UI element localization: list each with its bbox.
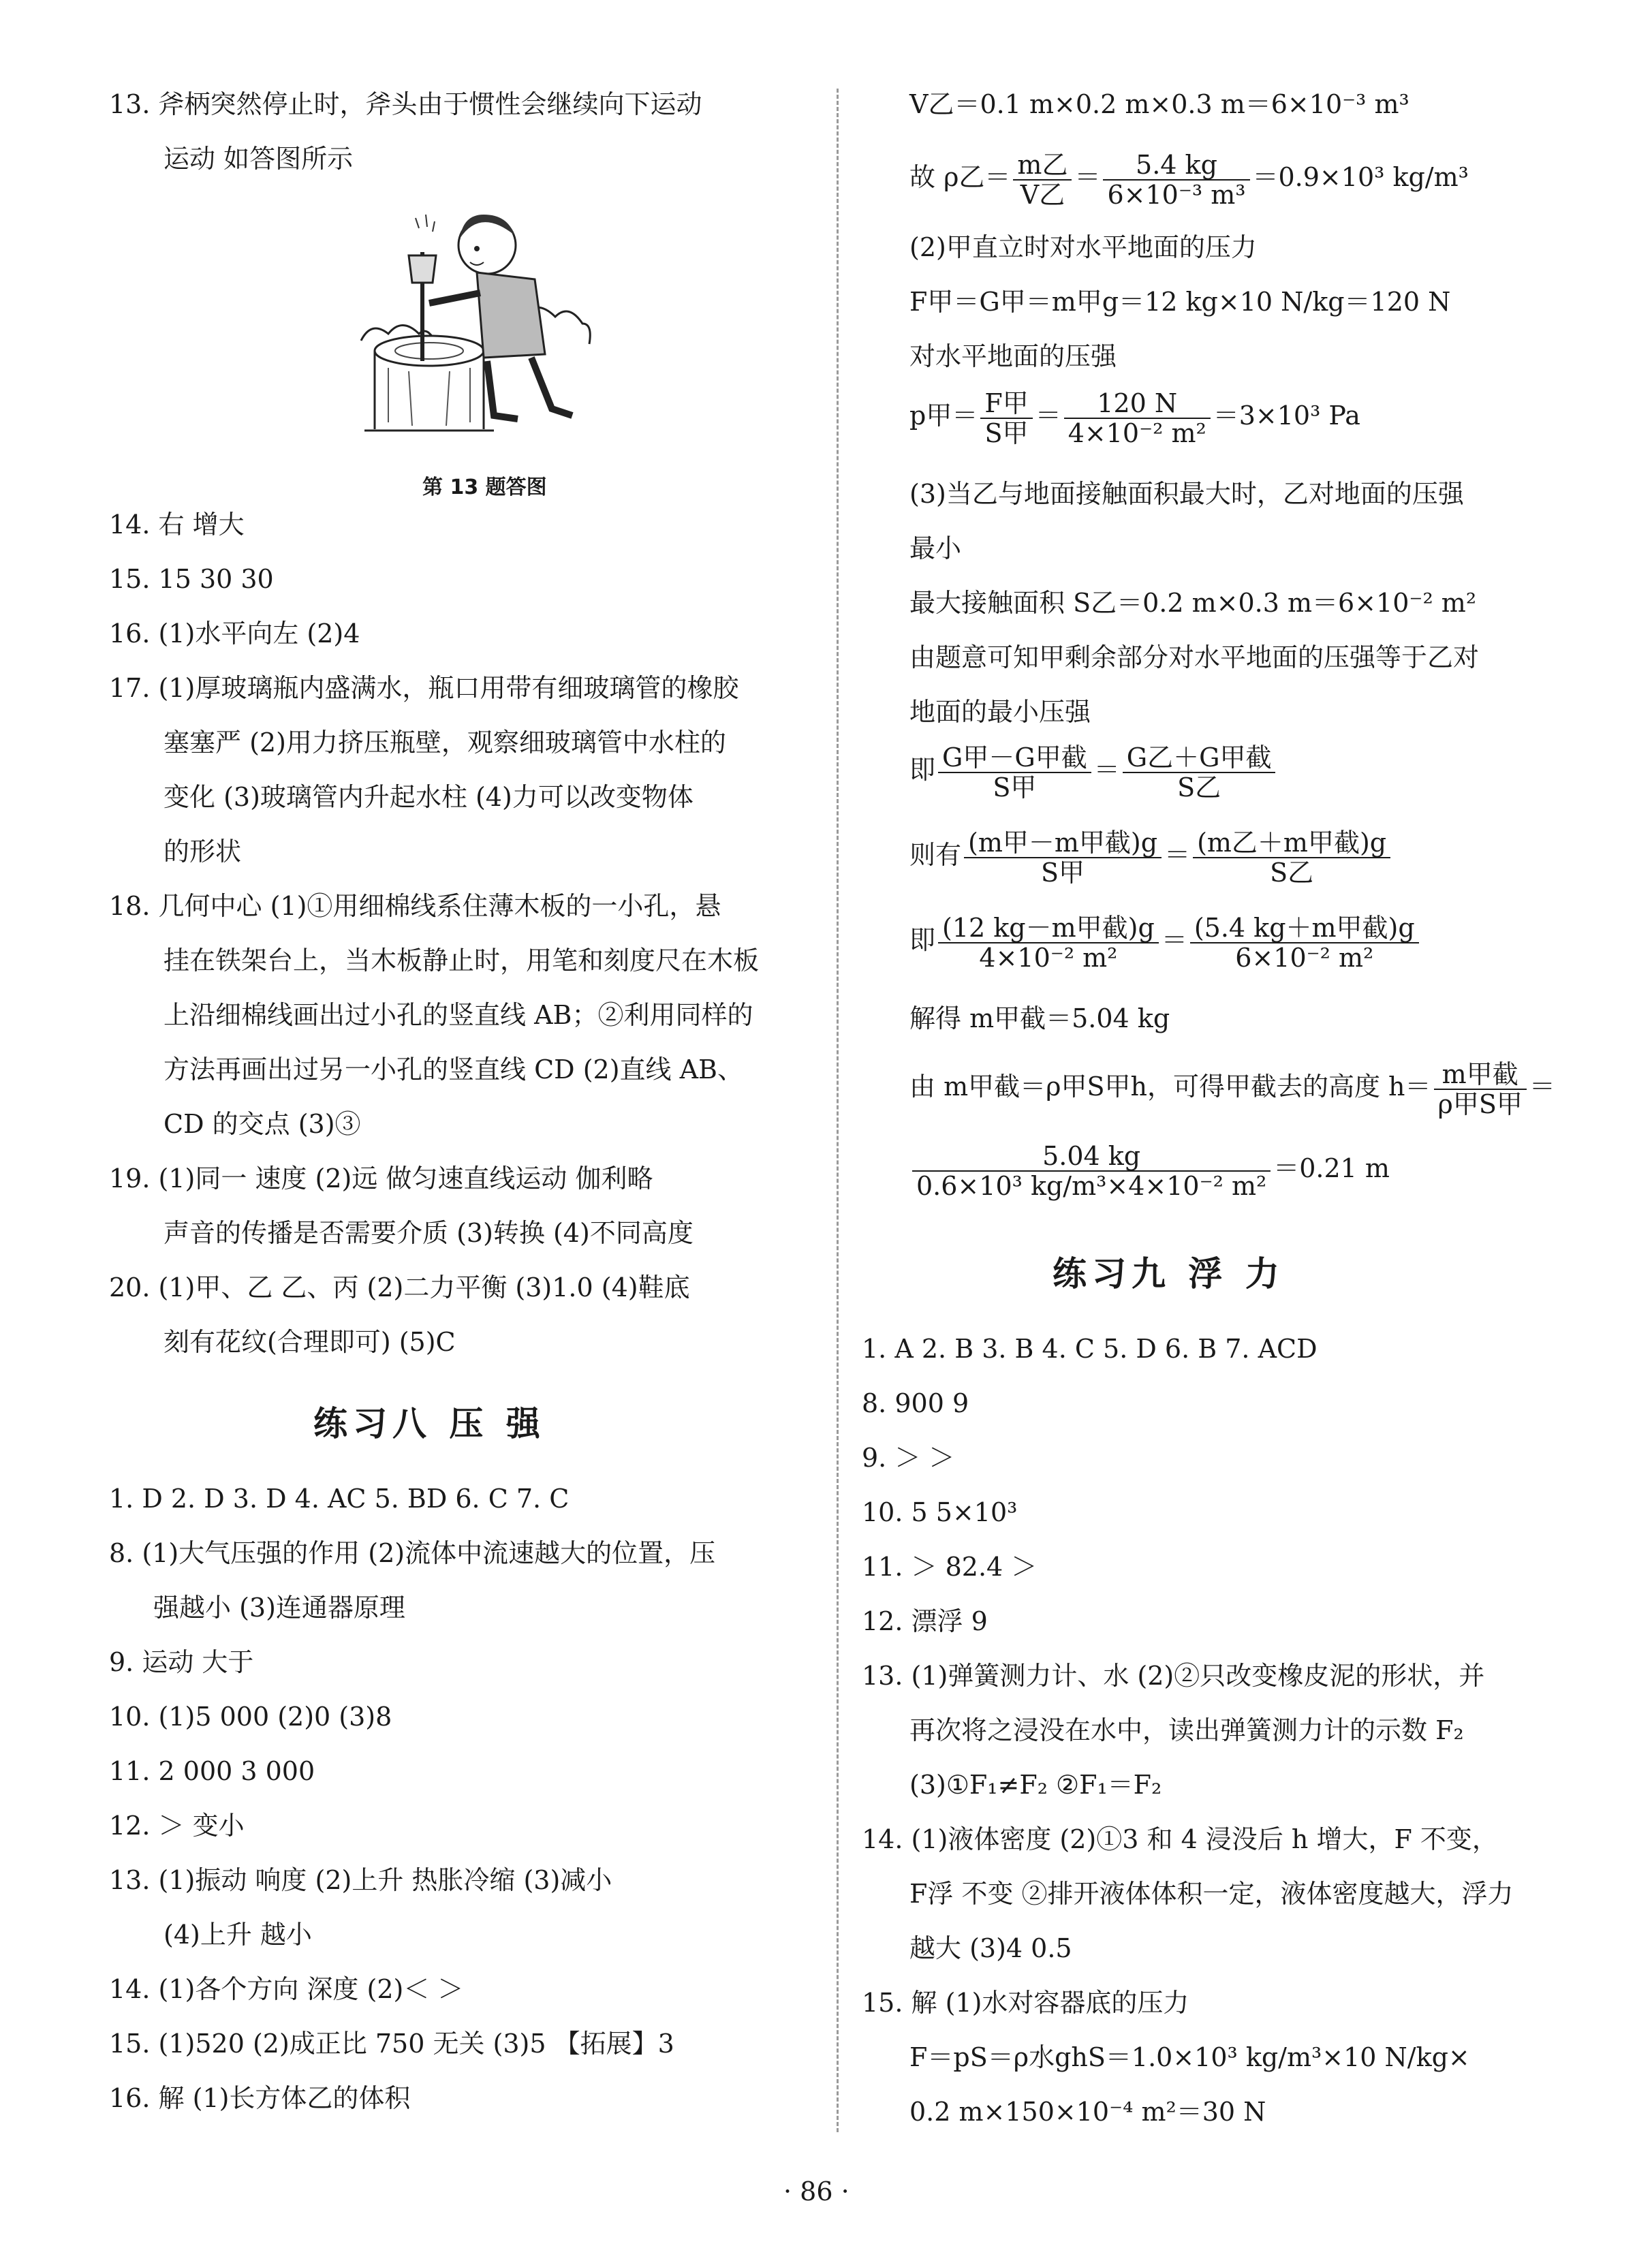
figure-caption: 第 13 题答图 (422, 475, 547, 499)
answer-13-line1: 13. 斧柄突然停止时，斧头由于惯性会继续向下运动 (109, 89, 702, 119)
answer-19-line1: 19. (1)同一 速度 (2)远 做匀速直线运动 伽利略 (109, 1164, 653, 1193)
pressure-fraction-1: $\frac{\text{F甲}}{\text{S甲}}$ (980, 389, 1032, 448)
ex9-answer-15-line2: F＝pS＝ρ水ghS＝1.0×10³ kg/m³×10 N/kg× (909, 2042, 1470, 2072)
section-title-exercise-8: 练习八 压 强 (313, 1404, 546, 1443)
ex9-answer-15-line1: 15. 解 (1)水对容器底的压力 (862, 1988, 1189, 2018)
solution-pressure-heading: 对水平地面的压强 (909, 341, 1117, 371)
ex9-answer-10: 10. 5 5×10³ (862, 1497, 1018, 1527)
ex9-answer-8: 8. 900 9 (862, 1388, 969, 1418)
ex8-answer-9: 9. 运动 大于 (109, 1647, 254, 1677)
ex9-answer-12: 12. 漂浮 9 (862, 1606, 988, 1636)
solution-equation-3: 即 $\frac{\text{(12 kg－m甲截)g}}{\text{4×10⁻² m²}}$ ＝ $\frac{\text{(5.4 kg＋m甲截)g}}{\text{6×10⁻² m²}}$ (909, 909, 1422, 972)
ex8-answer-8-line1: 8. (1)大气压强的作用 (2)流体中流速越大的位置，压 (109, 1538, 716, 1568)
density-fraction-1: $\frac{\text{m乙}}{\text{V乙}}$ (1013, 151, 1072, 209)
answer-18-line2: 挂在铁架台上，当木板静止时，用笔和刻度尺在木板 (163, 946, 760, 975)
ex8-answers-1-7: 1. D 2. D 3. D 4. AC 5. BD 6. C 7. C (109, 1484, 570, 1514)
ex8-answer-11: 11. 2 000 3 000 (109, 1756, 315, 1786)
answer-18-line4: 方法再画出过另一小孔的竖直线 CD (2)直线 AB、 (163, 1055, 743, 1084)
answer-17-line3: 变化 (3)玻璃管内升起水柱 (4)力可以改变物体 (163, 782, 693, 812)
answer-13-line2: 运动 如答图所示 (163, 144, 354, 174)
section-title-exercise-9: 练习九 浮 力 (1053, 1254, 1285, 1294)
solution-part3-line2: 最小 (909, 533, 962, 563)
solution-force-line: F甲＝G甲＝m甲g＝12 kg×10 N/kg＝120 N (909, 287, 1451, 317)
solution-result-mass: 解得 m甲截＝5.04 kg (909, 1003, 1170, 1033)
answer-14: 14. 右 增大 (109, 510, 245, 540)
page-number: · 86 · (783, 2176, 850, 2206)
answer-17-line1: 17. (1)厚玻璃瓶内盛满水，瓶口用带有细玻璃管的橡胶 (109, 673, 739, 703)
ex8-answer-10: 10. (1)5 000 (2)0 (3)8 (109, 1702, 392, 1732)
solution-height-line1: 由 m甲截＝ρ甲S甲h，可得甲截去的高度 h＝ $\frac{\text{m甲截}}{\text{ρ甲S甲}}$ ＝ (909, 1059, 1555, 1119)
ex8-answer-13-line2: (4)上升 越小 (163, 1920, 312, 1950)
ex9-answer-9: 9. ＞ ＞ (862, 1443, 955, 1473)
ex9-answer-13-line3: (3)①F₁≠F₂ ②F₁＝F₂ (909, 1770, 1162, 1800)
answer-20-line1: 20. (1)甲、乙 乙、丙 (2)二力平衡 (3)1.0 (4)鞋底 (109, 1273, 690, 1302)
solution-reasoning-line2: 地面的最小压强 (909, 697, 1091, 727)
ex9-answer-13-line2: 再次将之浸没在水中，读出弹簧测力计的示数 F₂ (909, 1715, 1464, 1745)
solution-height-line2: $\frac{5.04 kg}{\text{0.6×10³ kg/m³×4×10⁻² m²}}$ ＝0.21 m (909, 1138, 1390, 1200)
density-fraction-2: $\frac{5.4 kg}{\text{6×10⁻³ m³}}$ (1103, 151, 1249, 209)
solution-equation-1: 即 $\frac{\text{G甲－G甲截}}{\text{S甲}}$ ＝ $\frac{\text{G乙＋G甲截}}{\text{S乙}}$ (909, 739, 1278, 802)
ex8-answer-15: 15. (1)520 (2)成正比 750 无关 (3)5 【拓展】3 (109, 2029, 674, 2059)
ex9-answers-1-7: 1. A 2. B 3. B 4. C 5. D 6. B 7. ACD (862, 1334, 1318, 1364)
figure-boy-chopping-wood (347, 204, 606, 443)
ex9-answer-15-line3: 0.2 m×150×10⁻⁴ m²＝30 N (909, 2097, 1266, 2127)
ex9-answer-13-line1: 13. (1)弹簧测力计、水 (2)②只改变橡皮泥的形状，并 (862, 1661, 1485, 1691)
ex9-answer-11: 11. ＞ 82.4 ＞ (862, 1552, 1038, 1582)
density-prefix: 故 ρ乙＝ (909, 162, 1011, 192)
answer-18-line5: CD 的交点 (3)③ (163, 1109, 361, 1139)
ex9-answer-14-line1: 14. (1)液体密度 (2)①3 和 4 浸没后 h 增大，F 不变， (862, 1824, 1498, 1854)
solution-reasoning-line1: 由题意可知甲剩余部分对水平地面的压强等于乙对 (909, 642, 1480, 672)
solution-density-line: 故 ρ乙＝ $\frac{\text{m乙}}{\text{V乙}}$ ＝ $\frac{5.4 kg}{\text{6×10⁻³ m³}}$ ＝0.9×10³ kg/m³ (909, 149, 1469, 210)
pressure-fraction-2: $\frac{120 N}{\text{4×10⁻² m²}}$ (1064, 389, 1211, 448)
solution-volume-line: V乙＝0.1 m×0.2 m×0.3 m＝6×10⁻³ m³ (909, 89, 1409, 119)
ex8-answer-12: 12. ＞ 变小 (109, 1811, 245, 1841)
solution-part3-line1: (3)当乙与地面接触面积最大时，乙对地面的压强 (909, 479, 1464, 509)
ex8-answer-16: 16. 解 (1)长方体乙的体积 (109, 2083, 411, 2113)
answer-15: 15. 15 30 30 (109, 564, 274, 594)
ex8-answer-8-line2: 强越小 (3)连通器原理 (153, 1593, 405, 1623)
answer-18-line1: 18. 几何中心 (1)①用细棉线系住薄木板的一小孔，悬 (109, 891, 721, 921)
solution-part2-heading: (2)甲直立时对水平地面的压力 (909, 232, 1257, 262)
solution-contact-area: 最大接触面积 S乙＝0.2 m×0.3 m＝6×10⁻² m² (909, 588, 1477, 618)
column-divider (837, 89, 839, 2132)
answer-16: 16. (1)水平向左 (2)4 (109, 619, 360, 649)
ex9-answer-14-line3: 越大 (3)4 0.5 (909, 1933, 1072, 1963)
ex9-answer-14-line2: F浮 不变 ②排开液体体积一定，液体密度越大，浮力 (909, 1879, 1514, 1909)
answer-17-line4: 的形状 (163, 837, 242, 867)
answer-18-line3: 上沿细棉线画出过小孔的竖直线 AB；②利用同样的 (163, 1000, 753, 1030)
ex8-answer-14: 14. (1)各个方向 深度 (2)＜ ＞ (109, 1974, 464, 2004)
solution-pressure-line: p甲＝ $\frac{\text{F甲}}{\text{S甲}}$ ＝ $\frac{120 N}{\text{4×10⁻² m²}}$ ＝3×10³ Pa (909, 388, 1360, 448)
answer-19-line2: 声音的传播是否需要介质 (3)转换 (4)不同高度 (163, 1218, 693, 1248)
answer-17-line2: 塞塞严 (2)用力挤压瓶壁，观察细玻璃管中水柱的 (163, 728, 726, 758)
ex8-answer-13-line1: 13. (1)振动 响度 (2)上升 热胀冷缩 (3)减小 (109, 1865, 612, 1895)
answer-20-line2: 刻有花纹(合理即可) (5)C (163, 1327, 456, 1357)
solution-equation-2: 则有 $\frac{\text{(m甲－m甲截)g}}{\text{S甲}}$ ＝ $\frac{\text{(m乙＋m甲截)g}}{\text{S乙}}$ (909, 824, 1393, 887)
